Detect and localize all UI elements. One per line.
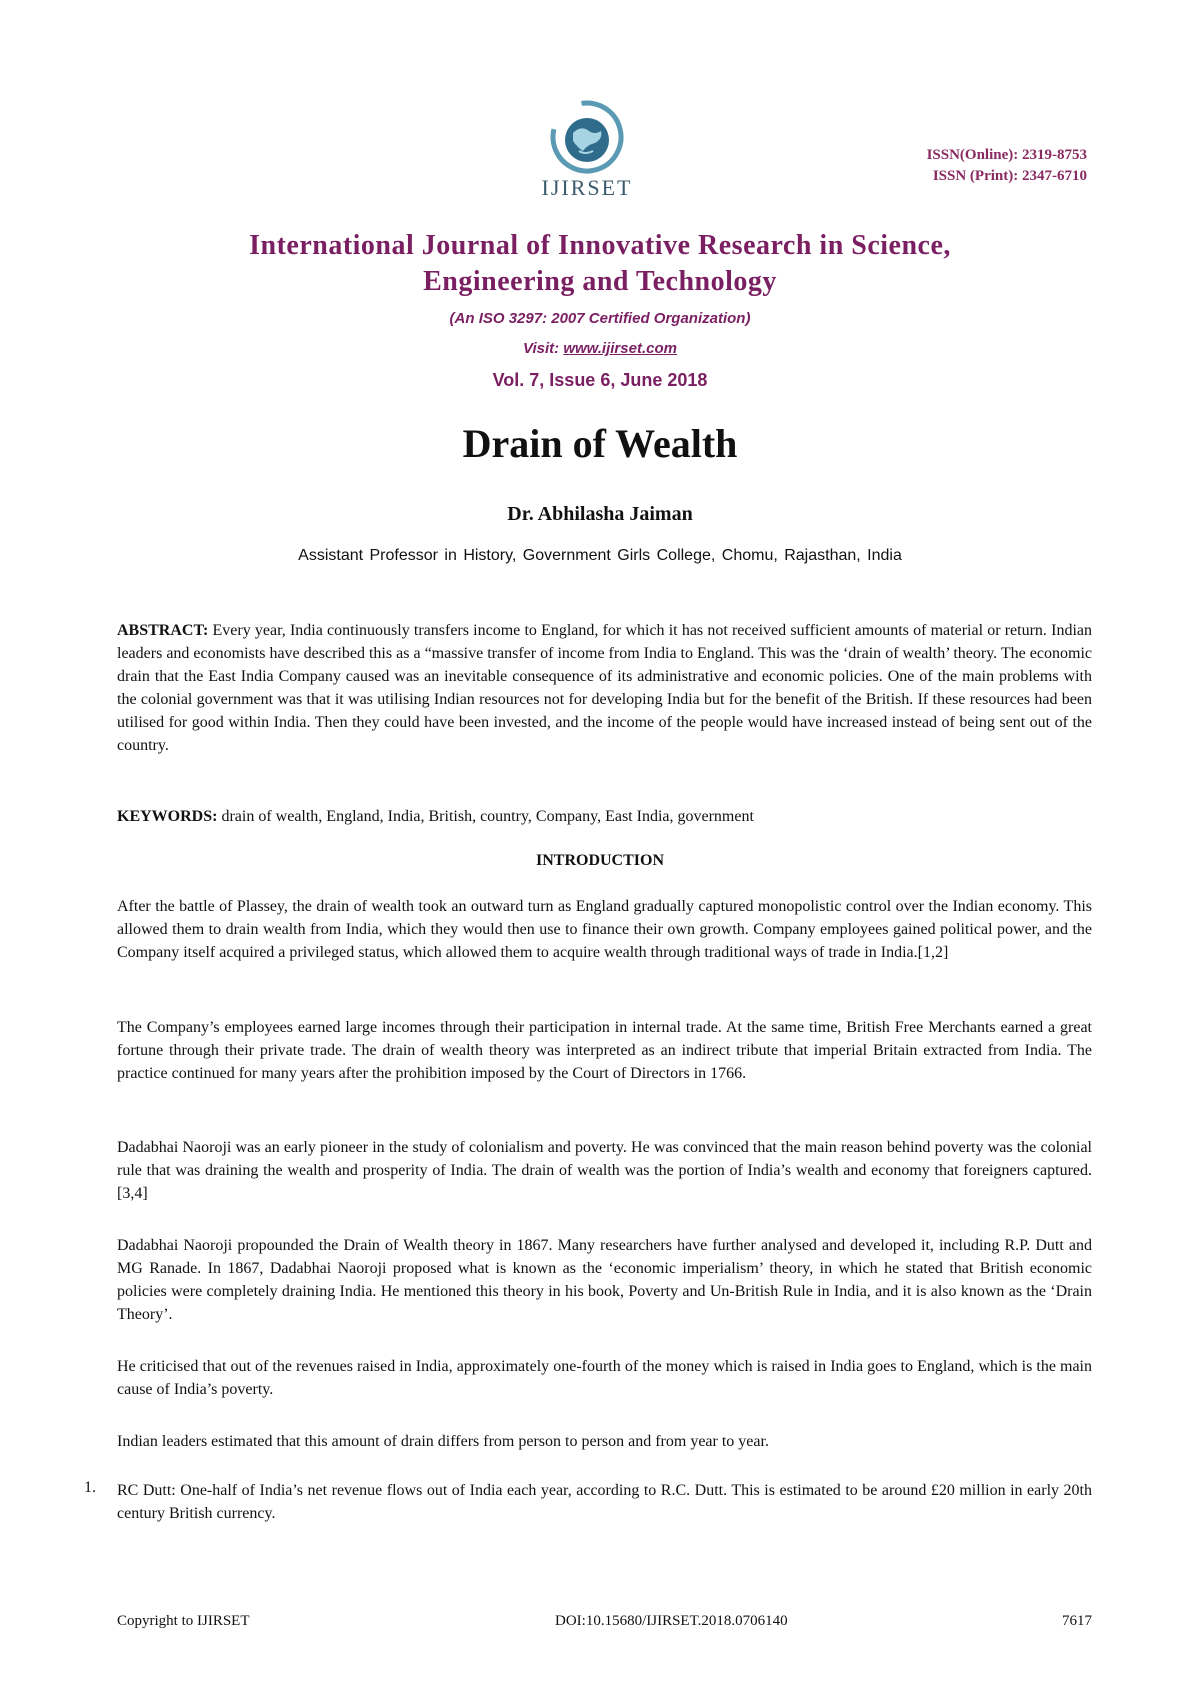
list-item-text: RC Dutt: One-half of India’s net revenue flows out of India each year, according to R.C. Dutt. This is estimated to be around £20 million in early 20th century British currency. [117, 1482, 1092, 1522]
iso-certification-note: (An ISO 3297: 2007 Certified Organization) [449, 310, 751, 327]
keywords [117, 805, 1092, 828]
author-affiliation: Assistant Professor in History, Government Girls College, Chomu, Rajasthan, India [298, 547, 902, 564]
journal-title-line1: International Journal of Innovative Research in Science, [249, 230, 951, 261]
paragraph-text: Indian leaders estimated that this amount of drain differs from person to person and from year to year. [117, 1433, 769, 1450]
globe-logo-icon [527, 95, 647, 175]
footer-copyright: Copyright to IJIRSET [117, 1613, 250, 1629]
paragraph-text: The Company’s employees earned large incomes through their participation in internal trade. At the same time, British Free Merchants earned a great fortune through their private trade. The drain of wealth theory was interpreted as an indirect tribute that imperial Britain extracted from India. The practice continued for many years after the prohibition imposed by the Court of Directors in 1766. [117, 1019, 1092, 1082]
keywords-text: drain of wealth, England, India, British, country, Company, East India, government [221, 808, 754, 825]
abstract-label: ABSTRACT: [117, 622, 209, 639]
visit-line [100, 340, 1100, 357]
journal-title-line2: Engineering and Technology [423, 266, 777, 297]
paragraph-text: Dadabhai Naoroji propounded the Drain of Wealth theory in 1867. Many researchers have further analysed and developed it, including R.P. Dutt and MG Ranade. In 1867, Dadabhai Naoroji proposed what is known as the ‘economic imperialism’ theory, in which he stated that British economic policies were completely draining India. He mentioned this theory in his book, Poverty and Un-British Rule in India, and it is also known as the ‘Drain Theory’. [117, 1237, 1092, 1323]
volume-issue: Vol. 7, Issue 6, June 2018 [492, 370, 708, 390]
keywords-label: KEYWORDS: [117, 808, 218, 825]
paragraph [117, 895, 1092, 964]
list-item-number: 1. [84, 1479, 96, 1496]
issn-print: ISSN (Print): 2347-6710 [932, 168, 1087, 184]
paragraph [117, 1016, 1092, 1085]
journal-title [100, 228, 1100, 300]
paragraph [117, 1355, 1092, 1401]
paragraph [117, 1430, 1092, 1453]
paragraph [117, 1234, 1092, 1326]
paper-title: Drain of Wealth [462, 421, 738, 466]
author-name: Dr. Abhilasha Jaiman [507, 503, 693, 525]
paragraph-text: Dadabhai Naoroji was an early pioneer in the study of colonialism and poverty. He was convinced that the main reason behind poverty was the colonial rule that was draining the wealth and prosperity of India. The drain of wealth was the portion of India’s wealth and economy that foreigners captured.[3,4] [117, 1139, 1092, 1202]
logo-text: IJIRSET [541, 175, 633, 200]
visit-label: Visit: [523, 340, 560, 357]
section-heading-introduction: INTRODUCTION [535, 852, 664, 869]
footer-page-number: 7617 [1062, 1613, 1092, 1629]
list-item [117, 1479, 1092, 1525]
footer-doi: DOI:10.15680/IJIRSET.2018.0706140 [555, 1613, 788, 1629]
issn-block [927, 145, 1087, 187]
paragraph [117, 1136, 1092, 1205]
abstract-text: Every year, India continuously transfers income to England, for which it has not received sufficient amounts of material or return. Indian leaders and economists have described this as a “massive transfer of income from India to England. This was the ‘drain of wealth’ theory. The economic drain that the East India Company caused was an inevitable consequence of its administrative and economic policies. One of the main problems with the colonial government was that it was utilising Indian resources not for developing India but for the benefit of the British. If these resources had been utilised for good within India. Then they could have been invested, and the income of the people would have increased instead of being sent out of the country. [117, 622, 1093, 754]
journal-website-link[interactable]: www.ijirset.com [563, 340, 677, 357]
paragraph-text: After the battle of Plassey, the drain of wealth took an outward turn as England gradually captured monopolistic control over the Indian economy. This allowed them to drain wealth from India, which they would then use to finance their own growth. Company employees gained political power, and the Company itself acquired a privileged status, which allowed them to acquire wealth through traditional ways of trade in India.[1,2] [117, 898, 1092, 961]
issn-online: ISSN(Online): 2319-8753 [926, 147, 1087, 163]
paragraph-text: He criticised that out of the revenues raised in India, approximately one-fourth of the money which is raised in India goes to England, which is the main cause of India’s poverty. [117, 1358, 1092, 1398]
journal-logo [527, 95, 647, 205]
abstract [117, 619, 1092, 757]
